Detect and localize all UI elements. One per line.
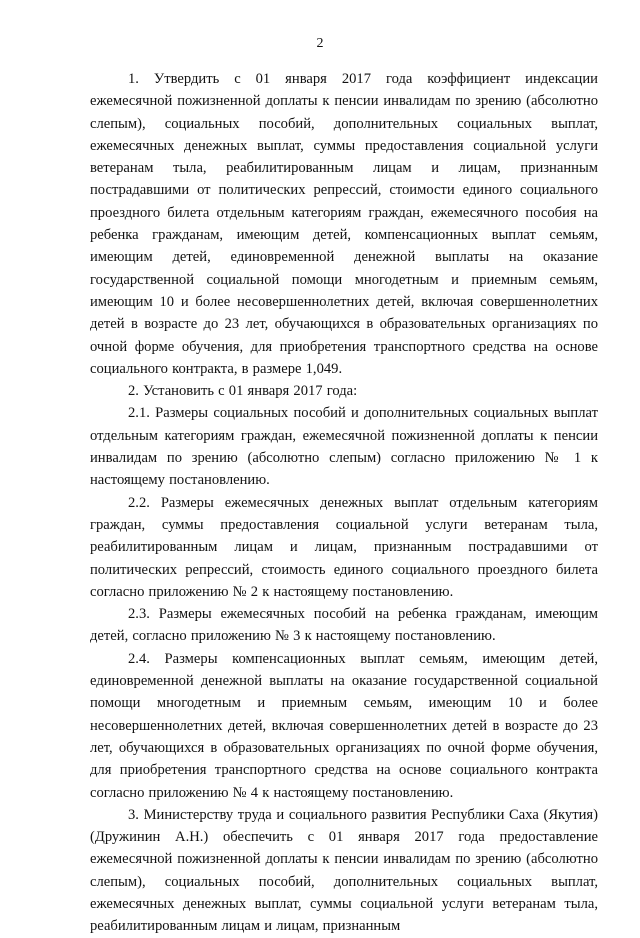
paragraph-2-2: 2.2. Размеры ежемесячных денежных выплат отдельным категориям граждан, суммы предоставления социальной услуги ветеранам тыла, реабилитированным лицам и лицам, признанным пострадавшими от политических репрессий, стоимость единого социального проездного билета согласно приложению № 2 к настоящему постановлению. [90, 494, 598, 600]
paragraph-1: 1. Утвердить с 01 января 2017 года коэффициент индексации ежемесячной пожизненной доплаты к пенсии инвалидам по зрению (абсолютно слепым), социальных пособий, дополнительных социальных выплат, ежемесячных денежных выплат, суммы предоставления социальной услуги ветеранам тыла, реабилитированным лицам и лицам, признанным пострадавшими от политических репрессий, стоимости единого социального проездного билета отдельным категориям граждан, ежемесячного пособия на ребенка гражданам, имеющим детей, компенсационных выплат семьям, имеющим детей, единовременной денежной выплаты на оказание государственной социальной помощи многодетным и приемным семьям, имеющим 10 и более несовершеннолетних детей, включая совершеннолетних детей в возрасте до 23 лет, обучающихся в образовательных организациях по очной форме обучения, для приобретения транспортного средства на основе социального контракта, в размере 1,049. [90, 71, 598, 377]
page-number: 2 [316, 36, 324, 51]
paragraph-3: 3. Министерству труда и социального развития Республики Саха (Якутия) (Дружинин А.Н.) обеспечить с 01 января 2017 года предоставление ежемесячной пожизненной доплаты к пенсии инвалидам по зрению (абсолютно слепым), социальных пособий, дополнительных социальных выплат, ежемесячных денежных выплат, суммы социальной услуги ветеранам тыла, реабилитированным лицам и лицам, признанным [90, 806, 598, 935]
document-body [90, 68, 598, 938]
paragraph-2-1: 2.1. Размеры социальных пособий и дополнительных социальных выплат отдельным категориям граждан, ежемесячной пожизненной доплаты к пенсии инвалидам по зрению (абсолютно слепым) согласно приложению № 1 к настоящему постановлению. [90, 405, 598, 489]
paragraph-2-3: 2.3. Размеры ежемесячных пособий на ребенка гражданам, имеющим детей, согласно приложению № 3 к настоящему постановлению. [90, 606, 598, 645]
paragraph-2: 2. Установить с 01 января 2017 года: [128, 383, 358, 400]
paragraph-2-4: 2.4. Размеры компенсационных выплат семьям, имеющим детей, единовременной денежной выплаты на оказание государственной социальной помощи многодетным и приемным семьям, имеющим 10 и более несовершеннолетних детей, включая совершеннолетних детей в возрасте до 23 лет, обучающихся в образовательных организациях по очной форме обучения, для приобретения транспортного средства на основе социального контракта согласно приложению № 4 к настоящему постановлению. [90, 650, 598, 801]
